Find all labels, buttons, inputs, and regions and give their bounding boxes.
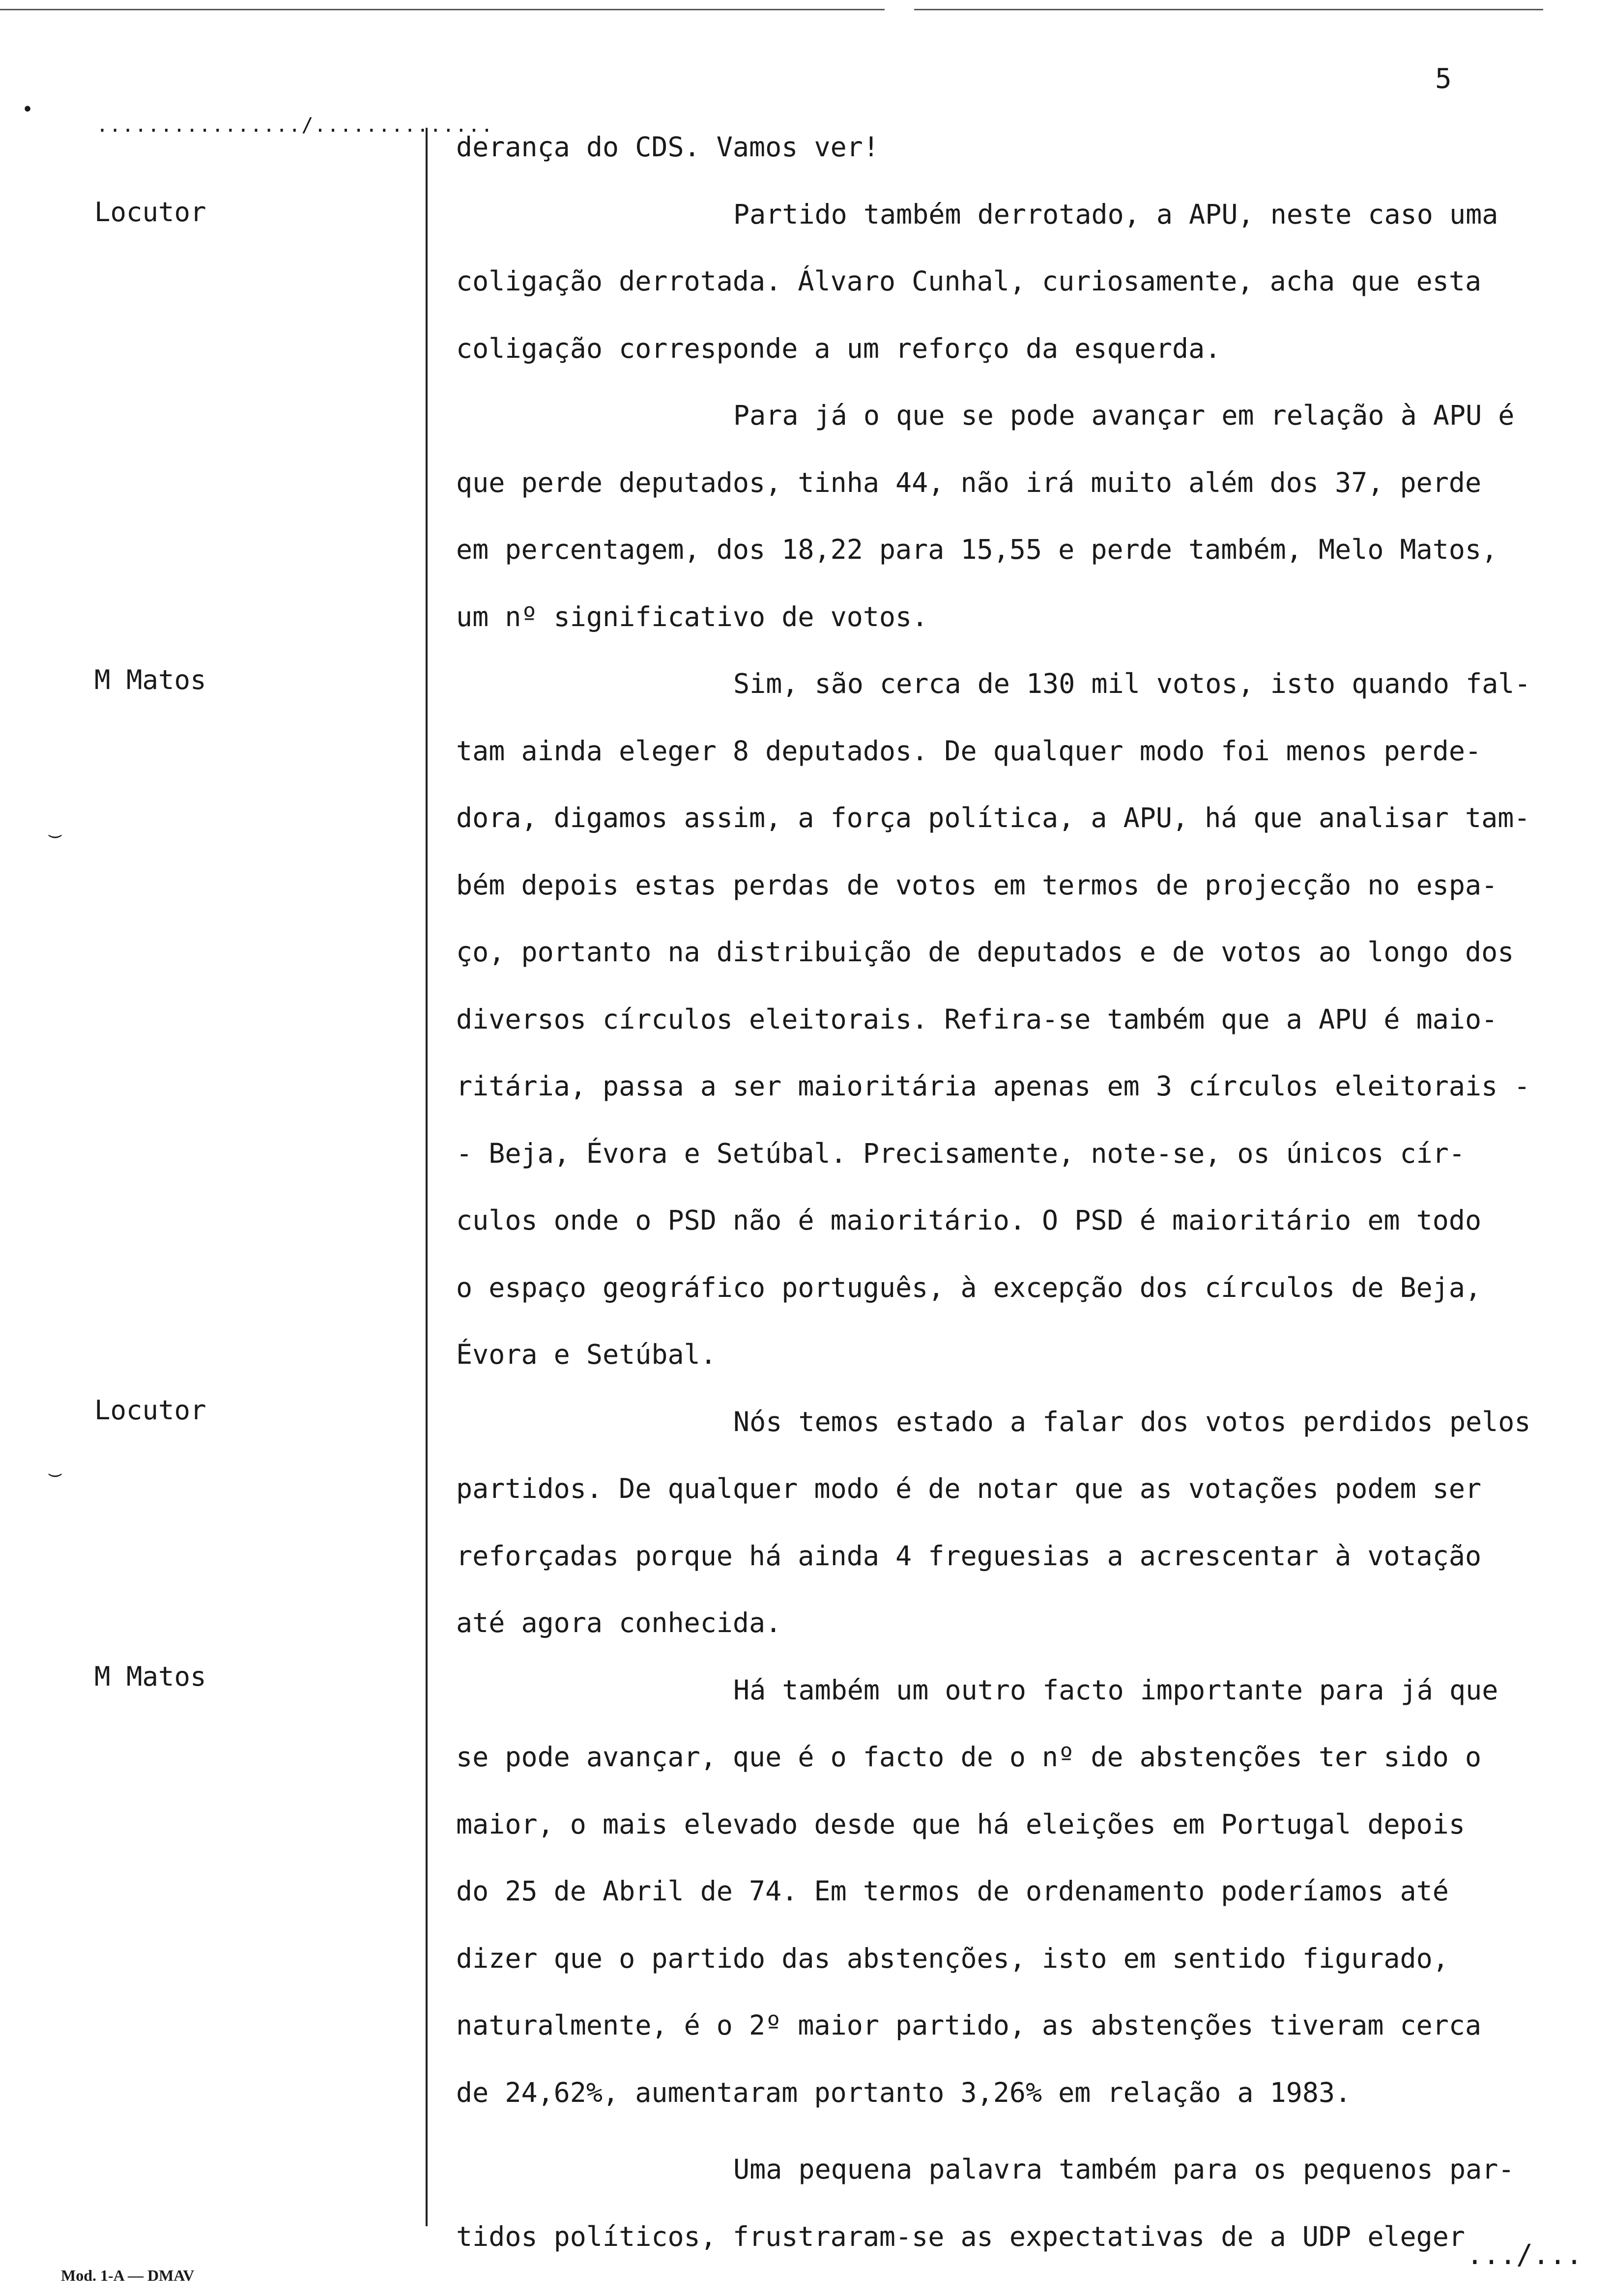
transcript-line: o espaço geográfico português, à excepção dos círculos de Beja, bbox=[456, 1272, 1482, 1303]
transcript-line: naturalmente, é o 2º maior partido, as abstenções tiveram cerca bbox=[456, 2009, 1482, 2041]
transcript-line: coligação derrotada. Álvaro Cunhal, curiosamente, acha que esta bbox=[456, 265, 1482, 297]
margin-curve: ‿ bbox=[49, 816, 61, 838]
transcript-line: em percentagem, dos 18,22 para 15,55 e perde também, Melo Matos, bbox=[456, 534, 1498, 565]
transcript-line: reforçadas porque há ainda 4 freguesias a acrescentar à votação bbox=[456, 1540, 1482, 1572]
transcript-line: tidos políticos, frustraram-se as expectativas de a UDP eleger bbox=[456, 2221, 1465, 2252]
transcript-line: bém depois estas perdas de votos em termos de projecção no espa- bbox=[456, 869, 1498, 901]
speaker-label: M Matos bbox=[94, 1661, 206, 1692]
transcript-line: Nós temos estado a falar dos votos perdidos pelos bbox=[733, 1406, 1531, 1437]
transcript-line: de 24,62%, aumentaram portanto 3,26% em relação a 1983. bbox=[456, 2077, 1352, 2108]
transcript-line: se pode avançar, que é o facto de o nº de abstenções ter sido o bbox=[456, 1741, 1482, 1773]
transcript-line: diversos círculos eleitorais. Refira-se também que a APU é maio- bbox=[456, 1004, 1498, 1035]
transcript-line: Évora e Setúbal. bbox=[456, 1339, 717, 1370]
continuation-mark: .../... bbox=[1467, 2239, 1583, 2271]
margin-tick: • bbox=[22, 98, 34, 121]
transcript-line: Para já o que se pode avançar em relação à APU é bbox=[733, 400, 1515, 431]
transcript-line: dizer que o partido das abstenções, isto em sentido figurado, bbox=[456, 1943, 1449, 1974]
top-rule-right bbox=[914, 9, 1543, 10]
transcript-line: derança do CDS. Vamos ver! bbox=[456, 131, 879, 163]
transcript-line: dora, digamos assim, a força política, a APU, há que analisar tam- bbox=[456, 802, 1530, 833]
transcript-line: Uma pequena palavra também para os pequenos par- bbox=[733, 2153, 1515, 2185]
left-reference: ................/.............. bbox=[96, 114, 494, 137]
transcript-line: do 25 de Abril de 74. Em termos de ordenamento poderíamos até bbox=[456, 1875, 1449, 1907]
transcript-line: ritária, passa a ser maioritária apenas em 3 círculos eleitorais - bbox=[456, 1070, 1530, 1102]
margin-curve: ‿ bbox=[49, 1455, 61, 1477]
form-reference: Mod. 1-A — DMAV bbox=[61, 2267, 195, 2284]
transcript-line: partidos. De qualquer modo é de notar que as votações podem ser bbox=[456, 1473, 1482, 1504]
transcript-line: - Beja, Évora e Setúbal. Precisamente, note-se, os únicos cír- bbox=[456, 1138, 1465, 1169]
speaker-label: Locutor bbox=[94, 197, 206, 228]
speaker-label: M Matos bbox=[94, 664, 206, 695]
top-rule-left bbox=[0, 9, 885, 10]
page-number: 5 bbox=[1435, 63, 1452, 95]
margin-rule bbox=[426, 128, 428, 2226]
transcript-line: culos onde o PSD não é maioritário. O PSD é maioritário em todo bbox=[456, 1205, 1482, 1236]
transcript-line: coligação corresponde a um reforço da esquerda. bbox=[456, 333, 1221, 364]
transcript-line: até agora conhecida. bbox=[456, 1607, 782, 1638]
transcript-line: ço, portanto na distribuição de deputados e de votos ao longo dos bbox=[456, 936, 1514, 968]
transcript-line: Sim, são cerca de 130 mil votos, isto quando fal- bbox=[733, 668, 1531, 699]
speaker-label: Locutor bbox=[94, 1395, 206, 1426]
transcript-line: maior, o mais elevado desde que há eleições em Portugal depois bbox=[456, 1808, 1465, 1840]
transcript-line: Partido também derrotado, a APU, neste caso uma bbox=[733, 199, 1498, 230]
transcript-line: que perde deputados, tinha 44, não irá muito além dos 37, perde bbox=[456, 467, 1482, 498]
transcript-line: um nº significativo de votos. bbox=[456, 601, 928, 632]
transcript-line: tam ainda eleger 8 deputados. De qualquer modo foi menos perde- bbox=[456, 735, 1482, 767]
transcript-line: Há também um outro facto importante para já que bbox=[733, 1674, 1498, 1706]
